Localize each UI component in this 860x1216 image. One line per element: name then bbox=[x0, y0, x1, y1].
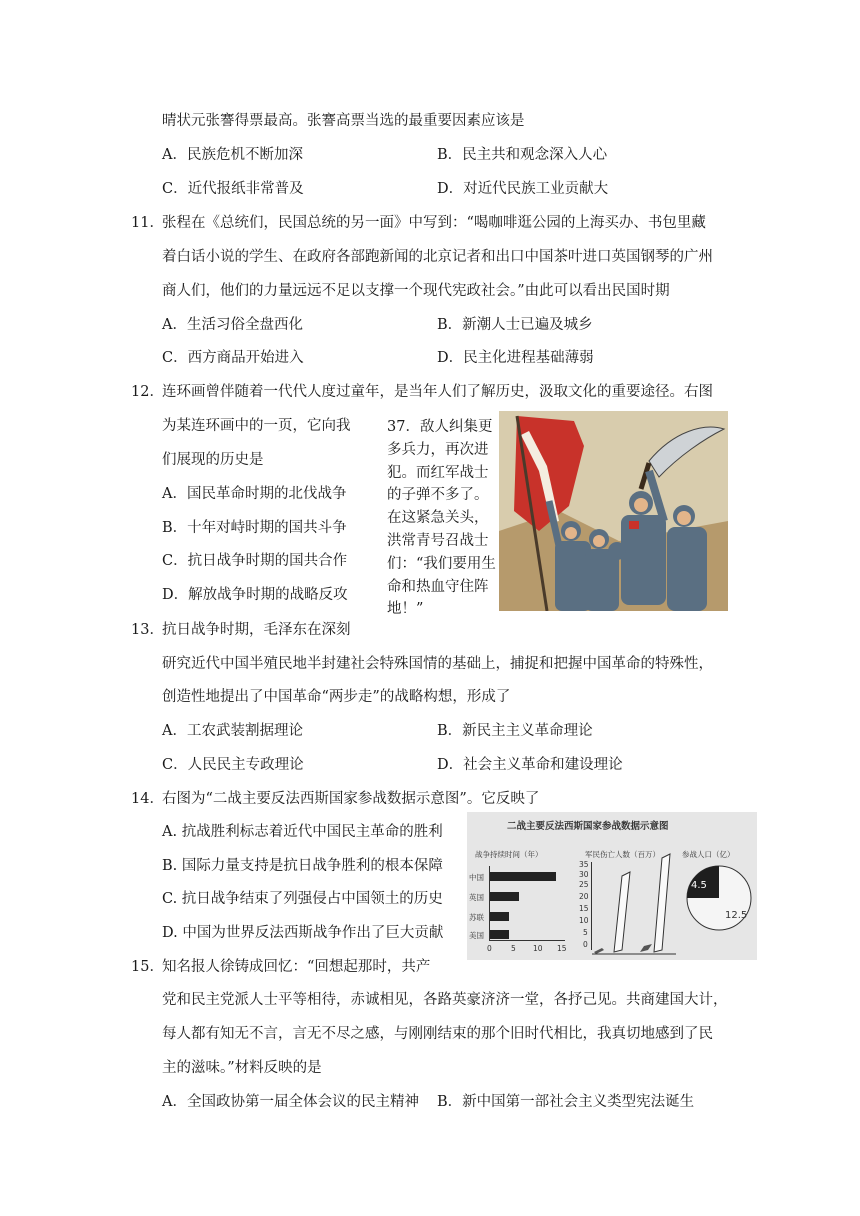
question-15-line-4: 主的滋味。”材料反映的是 bbox=[162, 1060, 322, 1076]
x-tick: 10 bbox=[533, 944, 543, 953]
q14-option-a: A. 抗战胜利标志着近代中国民主革命的胜利 bbox=[162, 824, 443, 840]
duration-bar bbox=[490, 872, 556, 881]
pie-value-china: 4.5 bbox=[691, 880, 707, 891]
duration-bar bbox=[490, 930, 509, 939]
question-12-number: 12． bbox=[131, 384, 164, 400]
x-tick: 15 bbox=[557, 944, 567, 953]
question-12-line-2: 为某连环画中的一页，它向我 bbox=[162, 418, 351, 434]
question-11-number: 11． bbox=[131, 215, 164, 231]
comic-illustration bbox=[499, 411, 728, 611]
question-10-stem-tail: 晴状元张謇得票最高。张謇高票当选的最重要因素应该是 bbox=[162, 113, 525, 129]
population-pie bbox=[683, 862, 755, 934]
question-15-line-3: 每人都有知无不言，言无不尽之感，与刚刚结束的那个旧时代相比，我真切地感到了民 bbox=[162, 1026, 713, 1042]
q13-option-c: C．人民民主专政理论 bbox=[162, 757, 304, 773]
y-tick: 0 bbox=[583, 940, 588, 949]
q14-option-b: B. 国际力量支持是抗日战争胜利的根本保障 bbox=[162, 858, 443, 874]
q14-option-d: D. 中国为世界反法西斯战争作出了巨大贡献 bbox=[162, 925, 444, 941]
question-15-line-1: 知名报人徐铸成回忆：“回想起那时，共产 bbox=[162, 959, 431, 975]
q10-option-c: C．近代报纸非常普及 bbox=[162, 181, 304, 197]
y-tick: 25 bbox=[579, 880, 589, 889]
x-tick: 5 bbox=[511, 944, 516, 953]
question-14-line-1: 右图为“二战主要反法西斯国家参战数据示意图”。它反映了 bbox=[162, 791, 540, 807]
country-label: 美国 bbox=[469, 931, 484, 940]
q15-option-a: A．全国政协第一届全体会议的民主精神 bbox=[162, 1094, 419, 1110]
q11-option-d: D．民主化进程基础薄弱 bbox=[437, 350, 594, 366]
country-label: 英国 bbox=[469, 893, 484, 902]
q12-option-b: B．十年对峙时期的国共斗争 bbox=[162, 520, 347, 536]
casualty-bar bbox=[594, 948, 604, 954]
country-label: 苏联 bbox=[469, 913, 484, 922]
casualty-bars bbox=[592, 852, 677, 957]
question-13-line-2: 研究近代中国半殖民地半封建社会特殊国情的基础上，捕捉和把握中国革命的特殊性， bbox=[162, 656, 713, 672]
y-tick: 30 bbox=[579, 870, 589, 879]
question-15-number: 15． bbox=[131, 959, 164, 975]
q11-option-c: C．西方商品开始进入 bbox=[162, 350, 304, 366]
question-12-line-1: 连环画曾伴随着一代代人度过童年，是当年人们了解历史，汲取文化的重要途径。右图 bbox=[162, 384, 713, 400]
country-label: 中国 bbox=[469, 873, 484, 882]
q12-option-c: C．抗日战争时期的国共合作 bbox=[162, 553, 348, 569]
question-13-line-3: 创造性地提出了中国革命“两步走”的战略构想，形成了 bbox=[162, 689, 511, 705]
question-13-number: 13． bbox=[131, 622, 164, 638]
q12-option-d: D．解放战争时期的战略反攻 bbox=[162, 587, 348, 603]
comic-illustration-art bbox=[499, 411, 728, 611]
panel2-label: 军民伤亡人数（百万） bbox=[585, 850, 660, 859]
duration-bar bbox=[490, 892, 519, 901]
duration-bar bbox=[490, 912, 509, 921]
panel1-label: 战争持续时间（年） bbox=[475, 850, 543, 859]
q15-option-b: B．新中国第一部社会主义类型宪法诞生 bbox=[437, 1094, 695, 1110]
y-tick: 35 bbox=[579, 860, 589, 869]
question-11-line-2: 着白话小说的学生、在政府各部跑新闻的北京记者和出口中国茶叶进口英国钢琴的广州 bbox=[162, 249, 713, 265]
question-14-number: 14． bbox=[131, 791, 164, 807]
comic-caption: 37．敌人纠集更多兵力，再次进犯。而红军战士的子弹不多了。在这紧急关头，洪常青号召战士们：“我们要用生命和热血守住阵地！” bbox=[387, 419, 496, 618]
question-15-line-2: 党和民主党派人士平等相待，赤诚相见，各路英豪济济一堂，各抒己见。共商建国大计， bbox=[162, 992, 728, 1008]
pie-value-other: 12.5 bbox=[725, 910, 748, 921]
war-data-figure bbox=[467, 812, 757, 960]
q14-option-c: C. 抗日战争结束了列强侵占中国领土的历史 bbox=[162, 891, 443, 907]
y-tick: 20 bbox=[579, 892, 589, 901]
casualty-bar bbox=[654, 854, 670, 952]
figure-title: 二战主要反法西斯国家参战数据示意图 bbox=[507, 821, 669, 832]
q12-option-a: A．国民革命时期的北伐战争 bbox=[162, 486, 347, 502]
casualty-bar bbox=[640, 944, 652, 952]
q11-option-b: B．新潮人士已遍及城乡 bbox=[437, 317, 593, 333]
q10-option-d: D．对近代民族工业贡献大 bbox=[437, 181, 609, 197]
question-11-line-3: 商人们，他们的力量远远不足以支撑一个现代宪政社会。”由此可以看出民国时期 bbox=[162, 283, 670, 299]
question-11-line-1: 张程在《总统们，民国总统的另一面》中写到：“喝咖啡逛公园的上海买办、书包里藏 bbox=[162, 215, 706, 231]
y-tick: 15 bbox=[579, 904, 589, 913]
q10-option-b: B．民主共和观念深入人心 bbox=[437, 147, 608, 163]
y-tick: 10 bbox=[579, 916, 589, 925]
q13-option-d: D．社会主义革命和建设理论 bbox=[437, 757, 623, 773]
casualty-bar bbox=[614, 872, 630, 952]
panel1-axis bbox=[489, 940, 565, 941]
q13-option-a: A．工农武装割据理论 bbox=[162, 723, 303, 739]
q11-option-a: A．生活习俗全盘西化 bbox=[162, 317, 303, 333]
q13-option-b: B．新民主主义革命理论 bbox=[437, 723, 593, 739]
y-tick: 5 bbox=[583, 928, 588, 937]
question-12-line-3: 们展现的历史是 bbox=[162, 452, 264, 468]
question-13-line-1: 抗日战争时期，毛泽东在深刻 bbox=[162, 622, 351, 638]
panel3-label: 参战人口（亿） bbox=[682, 850, 735, 859]
x-tick: 0 bbox=[487, 944, 492, 953]
q10-option-a: A．民族危机不断加深 bbox=[162, 147, 303, 163]
